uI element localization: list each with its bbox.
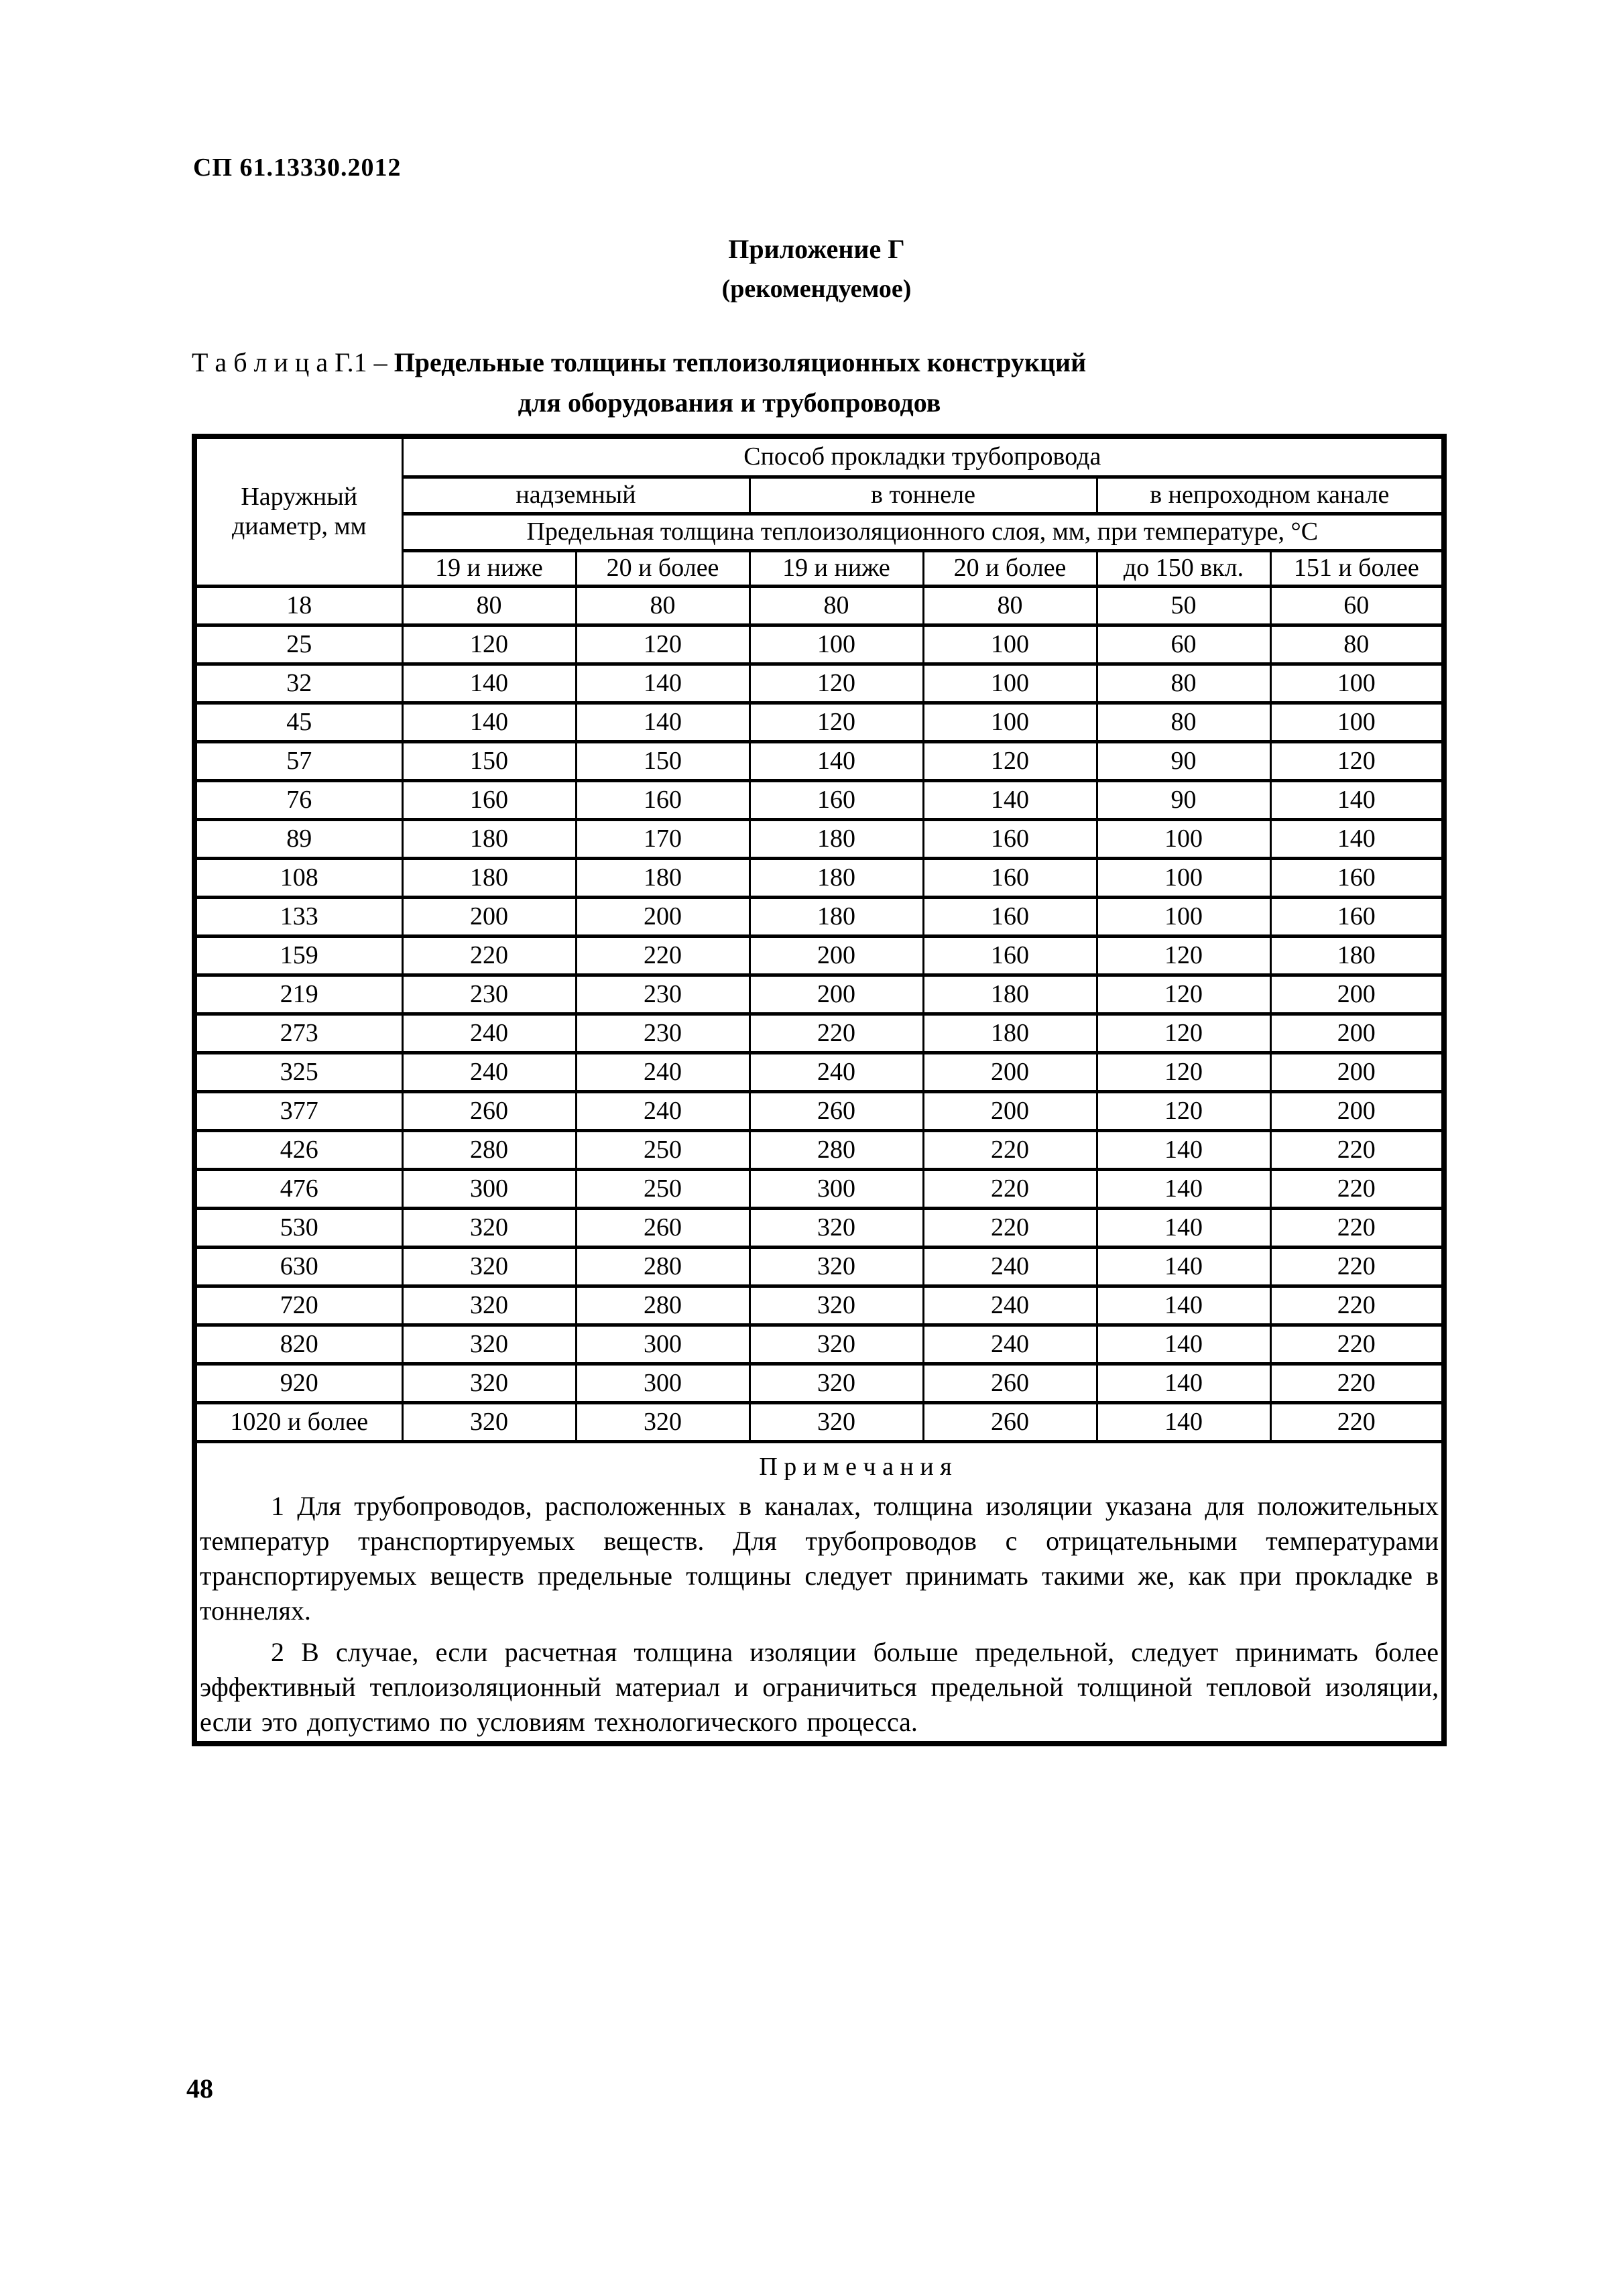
diameter-cell: 476	[194, 1170, 402, 1209]
thickness-cell: 80	[1097, 703, 1270, 742]
notes-heading: П р и м е ч а н и я	[759, 1453, 952, 1481]
diameter-cell: 325	[194, 1053, 402, 1092]
thickness-cell: 140	[1097, 1170, 1270, 1209]
thickness-cell: 300	[402, 1170, 576, 1209]
thickness-cell: 320	[402, 1403, 576, 1442]
thickness-cell: 90	[1097, 781, 1270, 820]
table-row	[194, 820, 1444, 859]
thickness-cell: 160	[749, 781, 923, 820]
thickness-cell: 320	[749, 1364, 923, 1403]
doc-code: СП 61.13330.2012	[193, 154, 402, 182]
thickness-cell: 140	[1097, 1209, 1270, 1248]
thickness-cell: 160	[923, 936, 1097, 975]
thickness-cell: 260	[749, 1092, 923, 1131]
thickness-cell: 100	[923, 703, 1097, 742]
diameter-cell: 920	[194, 1364, 402, 1403]
diameter-cell: 76	[194, 781, 402, 820]
thickness-cell: 230	[402, 975, 576, 1014]
thickness-cell: 260	[923, 1403, 1097, 1442]
thickness-cell: 230	[576, 975, 749, 1014]
thickness-cell: 60	[1097, 625, 1270, 664]
thickness-cell: 280	[402, 1131, 576, 1170]
thickness-cell: 160	[1270, 898, 1444, 936]
thickness-cell: 240	[402, 1014, 576, 1053]
thickness-cell: 260	[576, 1209, 749, 1248]
table-row	[194, 1248, 1444, 1286]
thickness-cell: 220	[576, 936, 749, 975]
diameter-cell: 820	[194, 1325, 402, 1364]
thickness-cell: 140	[1097, 1286, 1270, 1325]
table-title	[192, 345, 1441, 420]
thickness-cell: 180	[402, 859, 576, 898]
thickness-cell: 120	[749, 703, 923, 742]
thickness-cell: 120	[402, 625, 576, 664]
diameter-cell: 133	[194, 898, 402, 936]
thickness-cell: 80	[1270, 625, 1444, 664]
thickness-cell: 320	[749, 1209, 923, 1248]
thickness-cell: 180	[749, 859, 923, 898]
thickness-cell: 140	[1270, 820, 1444, 859]
thickness-cell: 320	[402, 1286, 576, 1325]
thickness-cell: 200	[1270, 1014, 1444, 1053]
thickness-cell: 200	[749, 975, 923, 1014]
thickness-cell: 140	[1097, 1248, 1270, 1286]
table-row	[194, 1053, 1444, 1092]
appendix-subtitle: (рекомендуемое)	[721, 275, 912, 303]
thickness-cell: 200	[923, 1092, 1097, 1131]
thickness-cell: 140	[749, 742, 923, 781]
thickness-cell: 320	[749, 1248, 923, 1286]
thickness-cell: 60	[1270, 587, 1444, 625]
table-row	[194, 1286, 1444, 1325]
diameter-cell: 45	[194, 703, 402, 742]
thickness-cell: 180	[923, 1014, 1097, 1053]
thickness-cell: 160	[576, 781, 749, 820]
table-row	[194, 1131, 1444, 1170]
thickness-cell: 320	[402, 1325, 576, 1364]
thickness-cell: 200	[1270, 975, 1444, 1014]
thickness-cell: 240	[923, 1248, 1097, 1286]
thickness-cell: 180	[1270, 936, 1444, 975]
thickness-cell: 240	[749, 1053, 923, 1092]
thickness-cell: 240	[576, 1053, 749, 1092]
thickness-cell: 160	[923, 898, 1097, 936]
col-header-temp-6: 151 и более	[1270, 551, 1444, 587]
col-header-temp-4: 20 и более	[923, 551, 1097, 587]
note-1: 1 Для трубопроводов, расположенных в каналах, толщина изоляции указана для положительных температур транспортируемых веществ. Для трубопроводов с отрицательными температурами транспортируемых веществ предельные толщины следует принимать такими же, как при прокладке в тоннелях.	[200, 1490, 1439, 1626]
thickness-cell: 320	[749, 1403, 923, 1442]
thickness-cell: 120	[1097, 1014, 1270, 1053]
table-row	[194, 1364, 1444, 1403]
diameter-cell: 426	[194, 1131, 402, 1170]
thickness-cell: 160	[923, 859, 1097, 898]
table-body	[194, 587, 1444, 1442]
thickness-cell: 140	[1097, 1131, 1270, 1170]
thickness-cell: 140	[576, 703, 749, 742]
thickness-cell: 280	[576, 1248, 749, 1286]
thickness-cell: 300	[749, 1170, 923, 1209]
table-row	[194, 625, 1444, 664]
thickness-cell: 200	[923, 1053, 1097, 1092]
thickness-cell: 80	[1097, 664, 1270, 703]
thickness-cell: 280	[749, 1131, 923, 1170]
table-title-line1	[192, 345, 1441, 380]
thickness-cell: 240	[923, 1286, 1097, 1325]
table-title-text: Предельные толщины теплоизоляционных конструкций	[394, 347, 1087, 377]
thickness-cell: 150	[402, 742, 576, 781]
thickness-cell: 220	[749, 1014, 923, 1053]
table-row	[194, 975, 1444, 1014]
thickness-cell: 260	[923, 1364, 1097, 1403]
thickness-cell: 80	[576, 587, 749, 625]
col-header-diameter: Наружный диаметр, мм	[194, 436, 402, 587]
note-2: 2 В случае, если расчетная толщина изоляции больше предельной, следует принимать более эффективный теплоизоляционный материал и ограничиться предельной толщиной тепловой изоляции, если это допустимо по условиям технологического процесса.	[200, 1636, 1439, 1737]
thickness-cell: 180	[576, 859, 749, 898]
thickness-cell: 180	[749, 820, 923, 859]
table-number: Т а б л и ц а Г.1 –	[192, 347, 387, 377]
thickness-cell: 100	[749, 625, 923, 664]
thickness-cell: 140	[1097, 1325, 1270, 1364]
col-header-thickness: Предельная толщина теплоизоляционного слоя, мм, при температуре, °С	[402, 514, 1444, 551]
thickness-cell: 140	[1270, 781, 1444, 820]
thickness-cell: 80	[402, 587, 576, 625]
thickness-cell: 170	[576, 820, 749, 859]
thickness-cell: 120	[576, 625, 749, 664]
header-row-method	[194, 436, 1444, 477]
table-row	[194, 587, 1444, 625]
thickness-cell: 320	[749, 1325, 923, 1364]
diameter-cell: 18	[194, 587, 402, 625]
thickness-cell: 200	[749, 936, 923, 975]
thickness-cell: 220	[1270, 1170, 1444, 1209]
thickness-cell: 220	[1270, 1209, 1444, 1248]
diameter-cell: 159	[194, 936, 402, 975]
thickness-cell: 160	[402, 781, 576, 820]
diameter-cell: 1020 и более	[194, 1403, 402, 1442]
thickness-cell: 320	[402, 1209, 576, 1248]
table-row	[194, 742, 1444, 781]
diameter-cell: 25	[194, 625, 402, 664]
col-header-temp-5: до 150 вкл.	[1097, 551, 1270, 587]
col-header-tunnel: в тоннеле	[749, 477, 1097, 514]
diameter-cell: 530	[194, 1209, 402, 1248]
thickness-cell: 220	[923, 1170, 1097, 1209]
table-footer	[194, 1442, 1444, 1744]
table-row	[194, 1209, 1444, 1248]
thickness-cell: 100	[923, 625, 1097, 664]
thickness-cell: 120	[1097, 936, 1270, 975]
col-header-temp-1: 19 и ниже	[402, 551, 576, 587]
thickness-cell: 240	[576, 1092, 749, 1131]
content-area	[192, 0, 1441, 1746]
thickness-cell: 140	[923, 781, 1097, 820]
col-header-impassable-channel: в непроходном канале	[1097, 477, 1444, 514]
thickness-cell: 260	[402, 1092, 576, 1131]
thickness-cell: 220	[1270, 1286, 1444, 1325]
limits-table	[192, 434, 1447, 1746]
thickness-cell: 240	[402, 1053, 576, 1092]
thickness-cell: 140	[402, 703, 576, 742]
thickness-cell: 280	[576, 1286, 749, 1325]
diameter-cell: 219	[194, 975, 402, 1014]
table-title-line2: для оборудования и трубопроводов	[518, 387, 941, 418]
thickness-cell: 160	[923, 820, 1097, 859]
diameter-cell: 273	[194, 1014, 402, 1053]
table-row	[194, 1170, 1444, 1209]
col-header-laying-method: Способ прокладки трубопровода	[402, 436, 1444, 477]
col-header-temp-3: 19 и ниже	[749, 551, 923, 587]
thickness-cell: 90	[1097, 742, 1270, 781]
diameter-cell: 720	[194, 1286, 402, 1325]
thickness-cell: 120	[923, 742, 1097, 781]
appendix-title: Приложение Г	[728, 234, 905, 264]
thickness-cell: 300	[576, 1364, 749, 1403]
thickness-cell: 120	[1270, 742, 1444, 781]
thickness-cell: 100	[1270, 703, 1444, 742]
col-header-temp-2: 20 и более	[576, 551, 749, 587]
diameter-cell: 377	[194, 1092, 402, 1131]
thickness-cell: 220	[1270, 1403, 1444, 1442]
thickness-cell: 220	[402, 936, 576, 975]
thickness-cell: 220	[1270, 1248, 1444, 1286]
thickness-cell: 320	[576, 1403, 749, 1442]
col-header-aboveground: надземный	[402, 477, 749, 514]
thickness-cell: 140	[576, 664, 749, 703]
table-row	[194, 703, 1444, 742]
table-row	[194, 781, 1444, 820]
table-row	[194, 859, 1444, 898]
thickness-cell: 320	[749, 1286, 923, 1325]
diameter-cell: 57	[194, 742, 402, 781]
page-number: 48	[186, 2073, 213, 2104]
thickness-cell: 180	[402, 820, 576, 859]
table-row	[194, 898, 1444, 936]
thickness-cell: 200	[576, 898, 749, 936]
thickness-cell: 100	[1097, 859, 1270, 898]
thickness-cell: 320	[402, 1364, 576, 1403]
thickness-cell: 180	[923, 975, 1097, 1014]
diameter-cell: 32	[194, 664, 402, 703]
thickness-cell: 220	[923, 1131, 1097, 1170]
thickness-cell: 150	[576, 742, 749, 781]
thickness-cell: 250	[576, 1170, 749, 1209]
thickness-cell: 120	[1097, 975, 1270, 1014]
diameter-cell: 89	[194, 820, 402, 859]
table-row	[194, 1092, 1444, 1131]
notes-row	[194, 1442, 1444, 1744]
notes-cell	[194, 1442, 1444, 1744]
thickness-cell: 100	[923, 664, 1097, 703]
thickness-cell: 220	[923, 1209, 1097, 1248]
thickness-cell: 250	[576, 1131, 749, 1170]
thickness-cell: 200	[402, 898, 576, 936]
thickness-cell: 300	[576, 1325, 749, 1364]
thickness-cell: 220	[1270, 1325, 1444, 1364]
thickness-cell: 80	[749, 587, 923, 625]
thickness-cell: 140	[1097, 1403, 1270, 1442]
thickness-cell: 100	[1097, 898, 1270, 936]
thickness-cell: 160	[1270, 859, 1444, 898]
thickness-cell: 120	[1097, 1092, 1270, 1131]
thickness-cell: 220	[1270, 1364, 1444, 1403]
thickness-cell: 100	[1270, 664, 1444, 703]
thickness-cell: 320	[402, 1248, 576, 1286]
thickness-cell: 140	[1097, 1364, 1270, 1403]
thickness-cell: 230	[576, 1014, 749, 1053]
thickness-cell: 200	[1270, 1092, 1444, 1131]
thickness-cell: 120	[1097, 1053, 1270, 1092]
thickness-cell: 200	[1270, 1053, 1444, 1092]
thickness-cell: 100	[1097, 820, 1270, 859]
thickness-cell: 140	[402, 664, 576, 703]
table-row	[194, 1014, 1444, 1053]
thickness-cell: 120	[749, 664, 923, 703]
thickness-cell: 220	[1270, 1131, 1444, 1170]
table-row	[194, 664, 1444, 703]
table-row	[194, 936, 1444, 975]
thickness-cell: 180	[749, 898, 923, 936]
thickness-cell: 80	[923, 587, 1097, 625]
table-row	[194, 1403, 1444, 1442]
thickness-cell: 50	[1097, 587, 1270, 625]
table-row	[194, 1325, 1444, 1364]
thickness-cell: 240	[923, 1325, 1097, 1364]
table-header	[194, 436, 1444, 587]
diameter-cell: 108	[194, 859, 402, 898]
diameter-cell: 630	[194, 1248, 402, 1286]
